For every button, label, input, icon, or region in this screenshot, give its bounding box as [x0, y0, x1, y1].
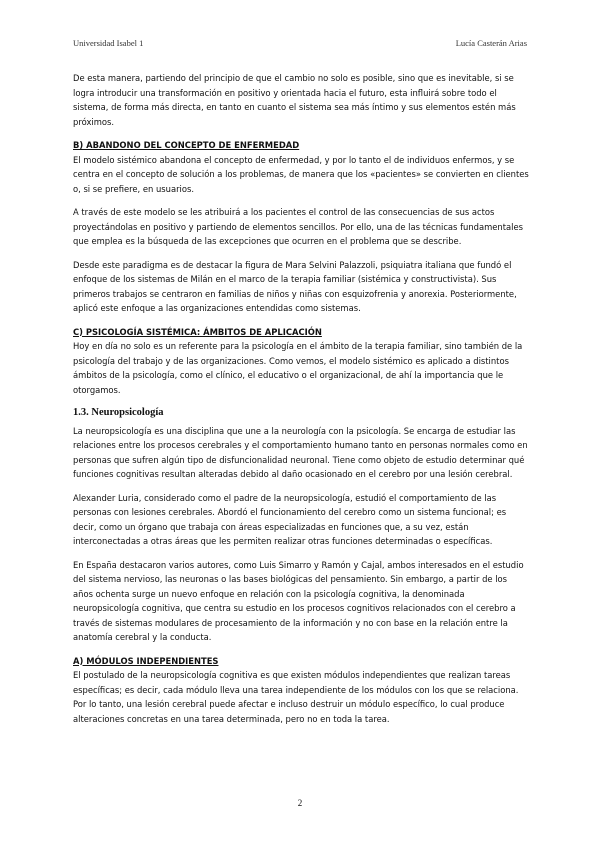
section-heading-a: A) MÓDULOS INDEPENDIENTES — [73, 655, 219, 666]
paragraph: El modelo sistémico abandona el concepto de enfermedad, y por lo tanto el de individuos enfermos, y se centra en el concepto de solución a los problemas, de manera que los «pacientes» se convierten en clientes o, si se prefiere, en usuarios. — [73, 154, 529, 194]
page-number: 2 — [297, 798, 303, 808]
paragraph: La neuropsicología es una disciplina que une a la neurología con la psicología. Se encarga de estudiar las relaciones entre los procesos cerebrales y el comportamiento humano tanto en personas normales como en personas que sufren algún tipo de disfuncionalidad neuronal. Tiene como objeto de estudio determinar qué funciones cognitivas resultan alteradas debido al daño ocasionado en el cerebro por una lesión cerebral. — [73, 425, 528, 479]
document-body — [73, 71, 529, 735]
paragraph: Alexander Luria, considerado como el padre de la neuropsicología, estudió el comportamiento de las personas con lesiones cerebrales. Abordó el funcionamiento del cerebro como un sistema funcional; es decir, como un órgano que trabaja con áreas especializadas en funciones que, a su vez, están interconectadas a otras áreas que les permiten realizar otras funciones determinadas o específicas. — [73, 492, 507, 546]
paragraph: Hoy en día no solo es un referente para la psicología en el ámbito de la terapia familiar, sino también de la psicología del trabajo y de las organizaciones. Como vemos, el modelo sistémico es aplicado a distintos ámbitos de la psicología, como el clínico, el educativo o el organizacional, de ahí la importancia que le otorgamos. — [73, 341, 523, 395]
section-heading-c: C) PSICOLOGÍA SISTÉMICA: ÁMBITOS DE APLICACIÓN — [73, 326, 322, 337]
section-heading-b: B) ABANDONO DEL CONCEPTO DE ENFERMEDAD — [73, 140, 300, 150]
paragraph: Desde este paradigma es de destacar la figura de Mara Selvini Palazzoli, psiquiatra italiana que fundó el enfoque de los sistemas de Milán en el marco de la terapia familiar (sistémica y constructivista). Sus primeros trabajos se centraron en familias de niños y niñas con esquizofrenia y anorexia. Posteriormente, aplicó este enfoque a las organizaciones entendidas como sistemas. — [73, 259, 517, 313]
paragraph: El postulado de la neuropsicología cognitiva es que existen módulos independientes que realizan tareas específicas; es decir, cada módulo lleva una tarea independiente de los módulos con los que se relaciona. Por lo tanto, una lesión cerebral puede afectar e incluso destruir un módulo específico, lo cual produce alteraciones concretas en una tarea determinada, pero no en toda la tarea. — [73, 670, 519, 724]
paragraph: De esta manera, partiendo del principio de que el cambio no solo es posible, sino que es inevitable, si se logra introducir una transformación en positivo y orientada hacia el futuro, esta influirá sobre todo el sistema, de forma más directa, en tanto en cuanto el sistema sea más íntimo y sus elementos estén más próximos. — [73, 73, 516, 127]
header-author: Lucía Casterán Arias — [455, 38, 527, 48]
subsection-heading-1-3: 1.3. Neuropsicología — [73, 407, 164, 418]
paragraph: En España destacaron varios autores, como Luis Simarro y Ramón y Cajal, ambos interesados en el estudio del sistema nervioso, las neuronas o las bases biológicas del pensamiento. Sin embargo, a partir de los años ochenta surge un nuevo enfoque en relación con la psicología cognitiva, la denominada neuropsicología cognitiva, que centra su estudio en los procesos cognitivos relacionados con el cerebro a través de sistemas modulares de procesamiento de la información y no con base en la relación entre la anatomía cerebral y la conducta. — [73, 559, 524, 642]
header-institution: Universidad Isabel 1 — [73, 38, 144, 48]
paragraph: A través de este modelo se les atribuirá a los pacientes el control de las consecuencias de sus actos proyectándolas en positivo y partiendo de elementos sencillos. Por ello, una de las técnicas fundamentales que emplea es la búsqueda de las excepciones que ocurren en el problema que se describe. — [73, 207, 523, 246]
